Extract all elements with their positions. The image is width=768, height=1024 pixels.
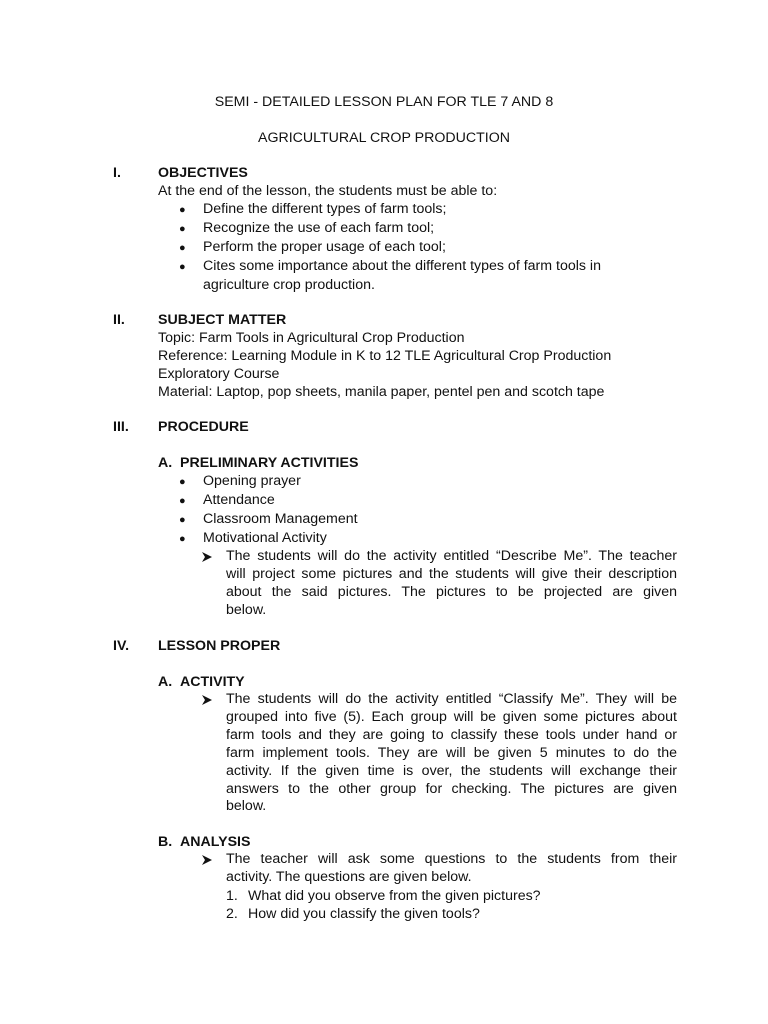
objective-item: Perform the proper usage of each tool; bbox=[203, 239, 446, 255]
paragraph-line: about the said pictures. The pictures to be projected are given bbox=[226, 583, 677, 600]
bullet-icon: ● bbox=[179, 223, 186, 235]
analysis-description bbox=[226, 851, 677, 887]
paragraph-line: activity. If the given time is over, the students will exchange their bbox=[226, 762, 677, 779]
objectives-intro: At the end of the lesson, the students must be able to: bbox=[158, 183, 498, 199]
section-heading-lesson-proper: LESSON PROPER bbox=[158, 638, 281, 654]
subsection-letter: B. bbox=[158, 834, 173, 850]
bullet-icon: ● bbox=[179, 476, 186, 488]
objective-item-continuation: agriculture crop production. bbox=[203, 277, 375, 293]
bullet-icon: ● bbox=[179, 261, 186, 273]
section-heading-objectives: OBJECTIVES bbox=[158, 165, 248, 181]
question-number: 2. bbox=[226, 906, 238, 922]
question-text: How did you classify the given tools? bbox=[248, 906, 480, 922]
section-numeral: II. bbox=[113, 312, 125, 328]
bullet-icon: ● bbox=[179, 495, 186, 507]
paragraph-line: activity. The questions are given below. bbox=[226, 868, 472, 885]
paragraph-line: The teacher will ask some questions to the students from their bbox=[226, 851, 677, 867]
preliminary-activity-description bbox=[226, 548, 677, 620]
preliminary-item: Attendance bbox=[203, 492, 275, 508]
section-numeral: III. bbox=[113, 419, 129, 435]
arrow-bullet-icon bbox=[201, 691, 219, 709]
subsection-heading-activity: ACTIVITY bbox=[180, 674, 245, 690]
document-subtitle: AGRICULTURAL CROP PRODUCTION bbox=[258, 130, 510, 146]
arrow-bullet-icon bbox=[201, 851, 219, 869]
subject-material: Material: Laptop, pop sheets, manila paper, pentel pen and scotch tape bbox=[158, 384, 605, 400]
arrow-bullet-icon bbox=[201, 548, 219, 566]
subsection-letter: A. bbox=[158, 674, 173, 690]
bullet-icon: ● bbox=[179, 533, 186, 545]
subject-topic: Topic: Farm Tools in Agricultural Crop Production bbox=[158, 330, 465, 346]
paragraph-line: farm tools and they are going to classify these tools under hand or bbox=[226, 726, 677, 743]
bullet-icon: ● bbox=[179, 242, 186, 254]
objective-item: Define the different types of farm tools; bbox=[203, 201, 447, 217]
paragraph-line: will project some pictures and the students will give their description bbox=[226, 565, 677, 582]
objective-item: Recognize the use of each farm tool; bbox=[203, 220, 435, 236]
paragraph-line: The students will do the activity entitled “Describe Me”. The teacher bbox=[226, 548, 677, 564]
preliminary-item: Classroom Management bbox=[203, 511, 358, 527]
objective-item: Cites some importance about the different types of farm tools in bbox=[203, 258, 601, 274]
paragraph-line: answers to the other group for checking. The pictures are given bbox=[226, 780, 677, 797]
paragraph-line: farm implement tools. They are will be given 5 minutes to do the bbox=[226, 744, 677, 761]
paragraph-line: below. bbox=[226, 601, 267, 618]
bullet-icon: ● bbox=[179, 514, 186, 526]
section-heading-procedure: PROCEDURE bbox=[158, 419, 249, 435]
subsection-heading-preliminary: PRELIMINARY ACTIVITIES bbox=[180, 455, 359, 471]
section-numeral: I. bbox=[113, 165, 121, 181]
paragraph-line: grouped into five (5). Each group will be given some pictures about bbox=[226, 708, 677, 725]
activity-description bbox=[226, 691, 677, 816]
preliminary-item: Motivational Activity bbox=[203, 530, 327, 546]
document-title: SEMI - DETAILED LESSON PLAN FOR TLE 7 AND 8 bbox=[214, 94, 554, 110]
paragraph-line: The students will do the activity entitled “Classify Me”. They will be bbox=[226, 691, 677, 707]
section-numeral: IV. bbox=[113, 638, 130, 654]
preliminary-item: Opening prayer bbox=[203, 473, 301, 489]
subsection-heading-analysis: ANALYSIS bbox=[180, 834, 251, 850]
subsection-letter: A. bbox=[158, 455, 173, 471]
subject-reference-continuation: Exploratory Course bbox=[158, 366, 280, 382]
question-number: 1. bbox=[226, 888, 238, 904]
subject-reference: Reference: Learning Module in K to 12 TLE Agricultural Crop Production bbox=[158, 348, 612, 364]
paragraph-line: below. bbox=[226, 798, 267, 815]
section-heading-subject-matter: SUBJECT MATTER bbox=[158, 312, 287, 328]
bullet-icon: ● bbox=[179, 204, 186, 216]
question-text: What did you observe from the given pictures? bbox=[248, 888, 541, 904]
